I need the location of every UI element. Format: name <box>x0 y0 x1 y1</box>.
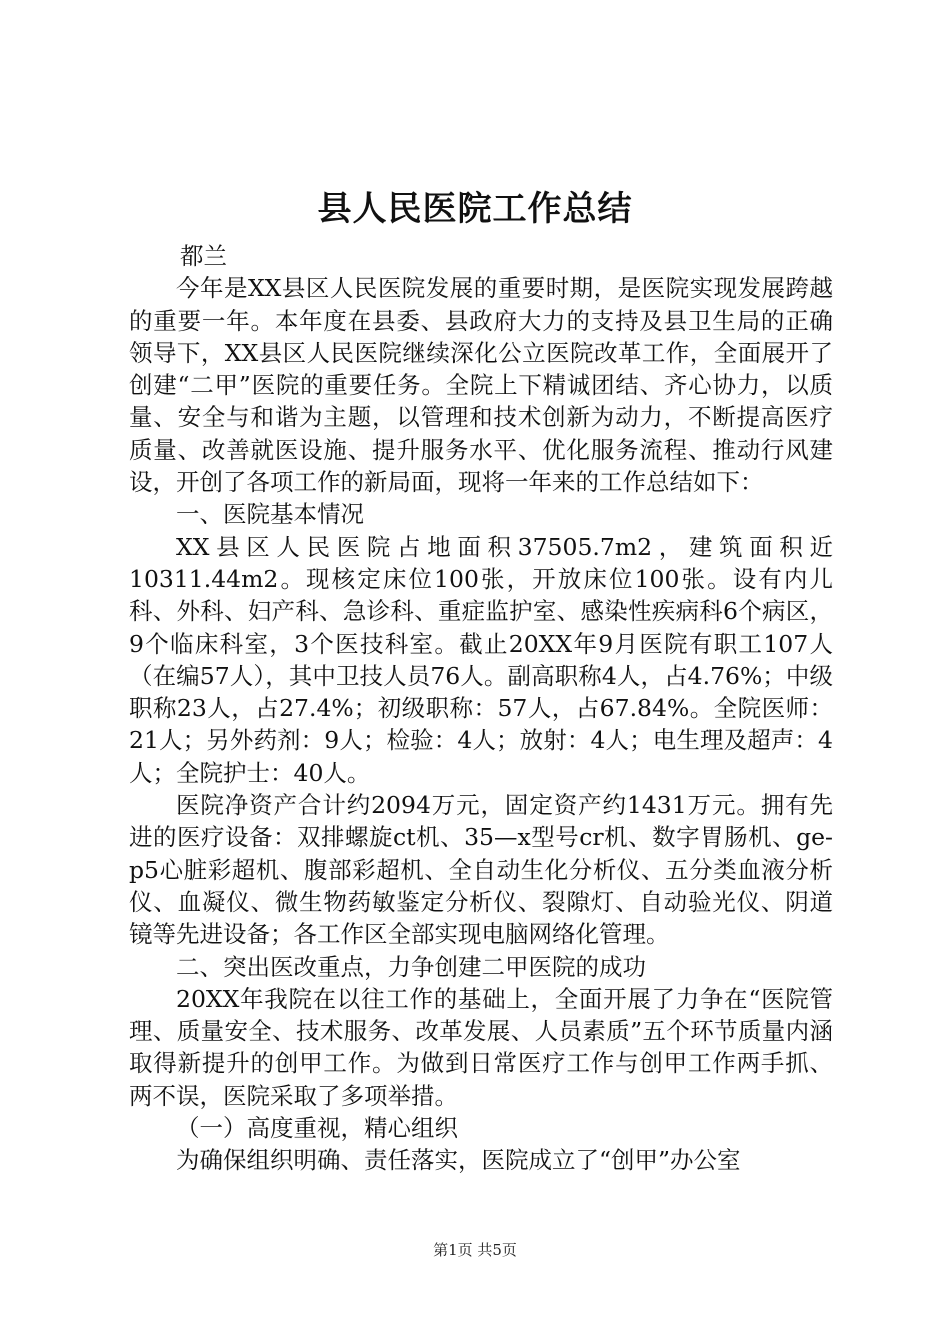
paragraph-reform: 20XX年我院在以往工作的基础上，全面开展了力争在“医院管理、质量安全、技术服务、改革发展、人员素质”五个环节质量内涵取得新提升的创甲工作。为做到日常医疗工作与创甲工作两手抓、两不误，医院采取了多项举措。 <box>129 984 833 1110</box>
section-heading-2: 二、突出医改重点，力争创建二甲医院的成功 <box>176 952 646 981</box>
document-title: 县人民医院工作总结 <box>317 189 633 229</box>
author-line: 都兰 <box>180 242 227 270</box>
paragraph-assets: 医院净资产合计约2094万元，固定资产约1431万元。拥有先进的医疗设备：双排螺旋ct机、35—x型号cr机、数字胃肠机、ge-p5心脏彩超机、腹部彩超机、全自动生化分析仪、五分类血液分析仪、血凝仪、微生物药敏鉴定分析仪、裂隙灯、自动验光仪、阴道镜等先进设备；各工作区全部实现电脑网络化管理。 <box>129 791 833 949</box>
paragraph-basic-info: XX县区人民医院占地面积37505.7m2，建筑面积近10311.44m2。现核定床位100张，开放床位100张。设有内儿科、外科、妇产科、急诊科、重症监护室、感染性疾病科6个病区，9个临床科室，3个医技科室。截止20XX年9月医院有职工107人（在编57人），其中卫技人员76人。副高职称4人，占4.76%；中级职称23人，占27.4%；初级职称：57人，占67.84%。全院医师：21人；另外药剂：9人；检验：4人；放射：4人；电生理及超声：4人；全院护士：40人。 <box>129 532 833 787</box>
document-body <box>129 240 833 1177</box>
subsection-heading-1: （一）高度重视，精心组织 <box>176 1114 458 1143</box>
paragraph-organization: 为确保组织明确、责任落实，医院成立了“创甲”办公室 <box>176 1146 741 1175</box>
paragraph-intro: 今年是XX县区人民医院发展的重要时期，是医院实现发展跨越的重要一年。本年度在县委、县政府大力的支持及县卫生局的正确领导下，XX县区人民医院继续深化公立医院改革工作，全面展开了创建“二甲”医院的重要任务。全院上下精诚团结、齐心协力，以质量、安全与和谐为主题，以管理和技术创新为动力，不断提高医疗质量、改善就医设施、提升服务水平、优化服务流程、推动行风建设，开创了各项工作的新局面，现将一年来的工作总结如下： <box>129 274 833 497</box>
section-heading-1: 一、医院基本情况 <box>176 500 364 529</box>
page-footer: 第1页 共5页 <box>433 1241 517 1259</box>
